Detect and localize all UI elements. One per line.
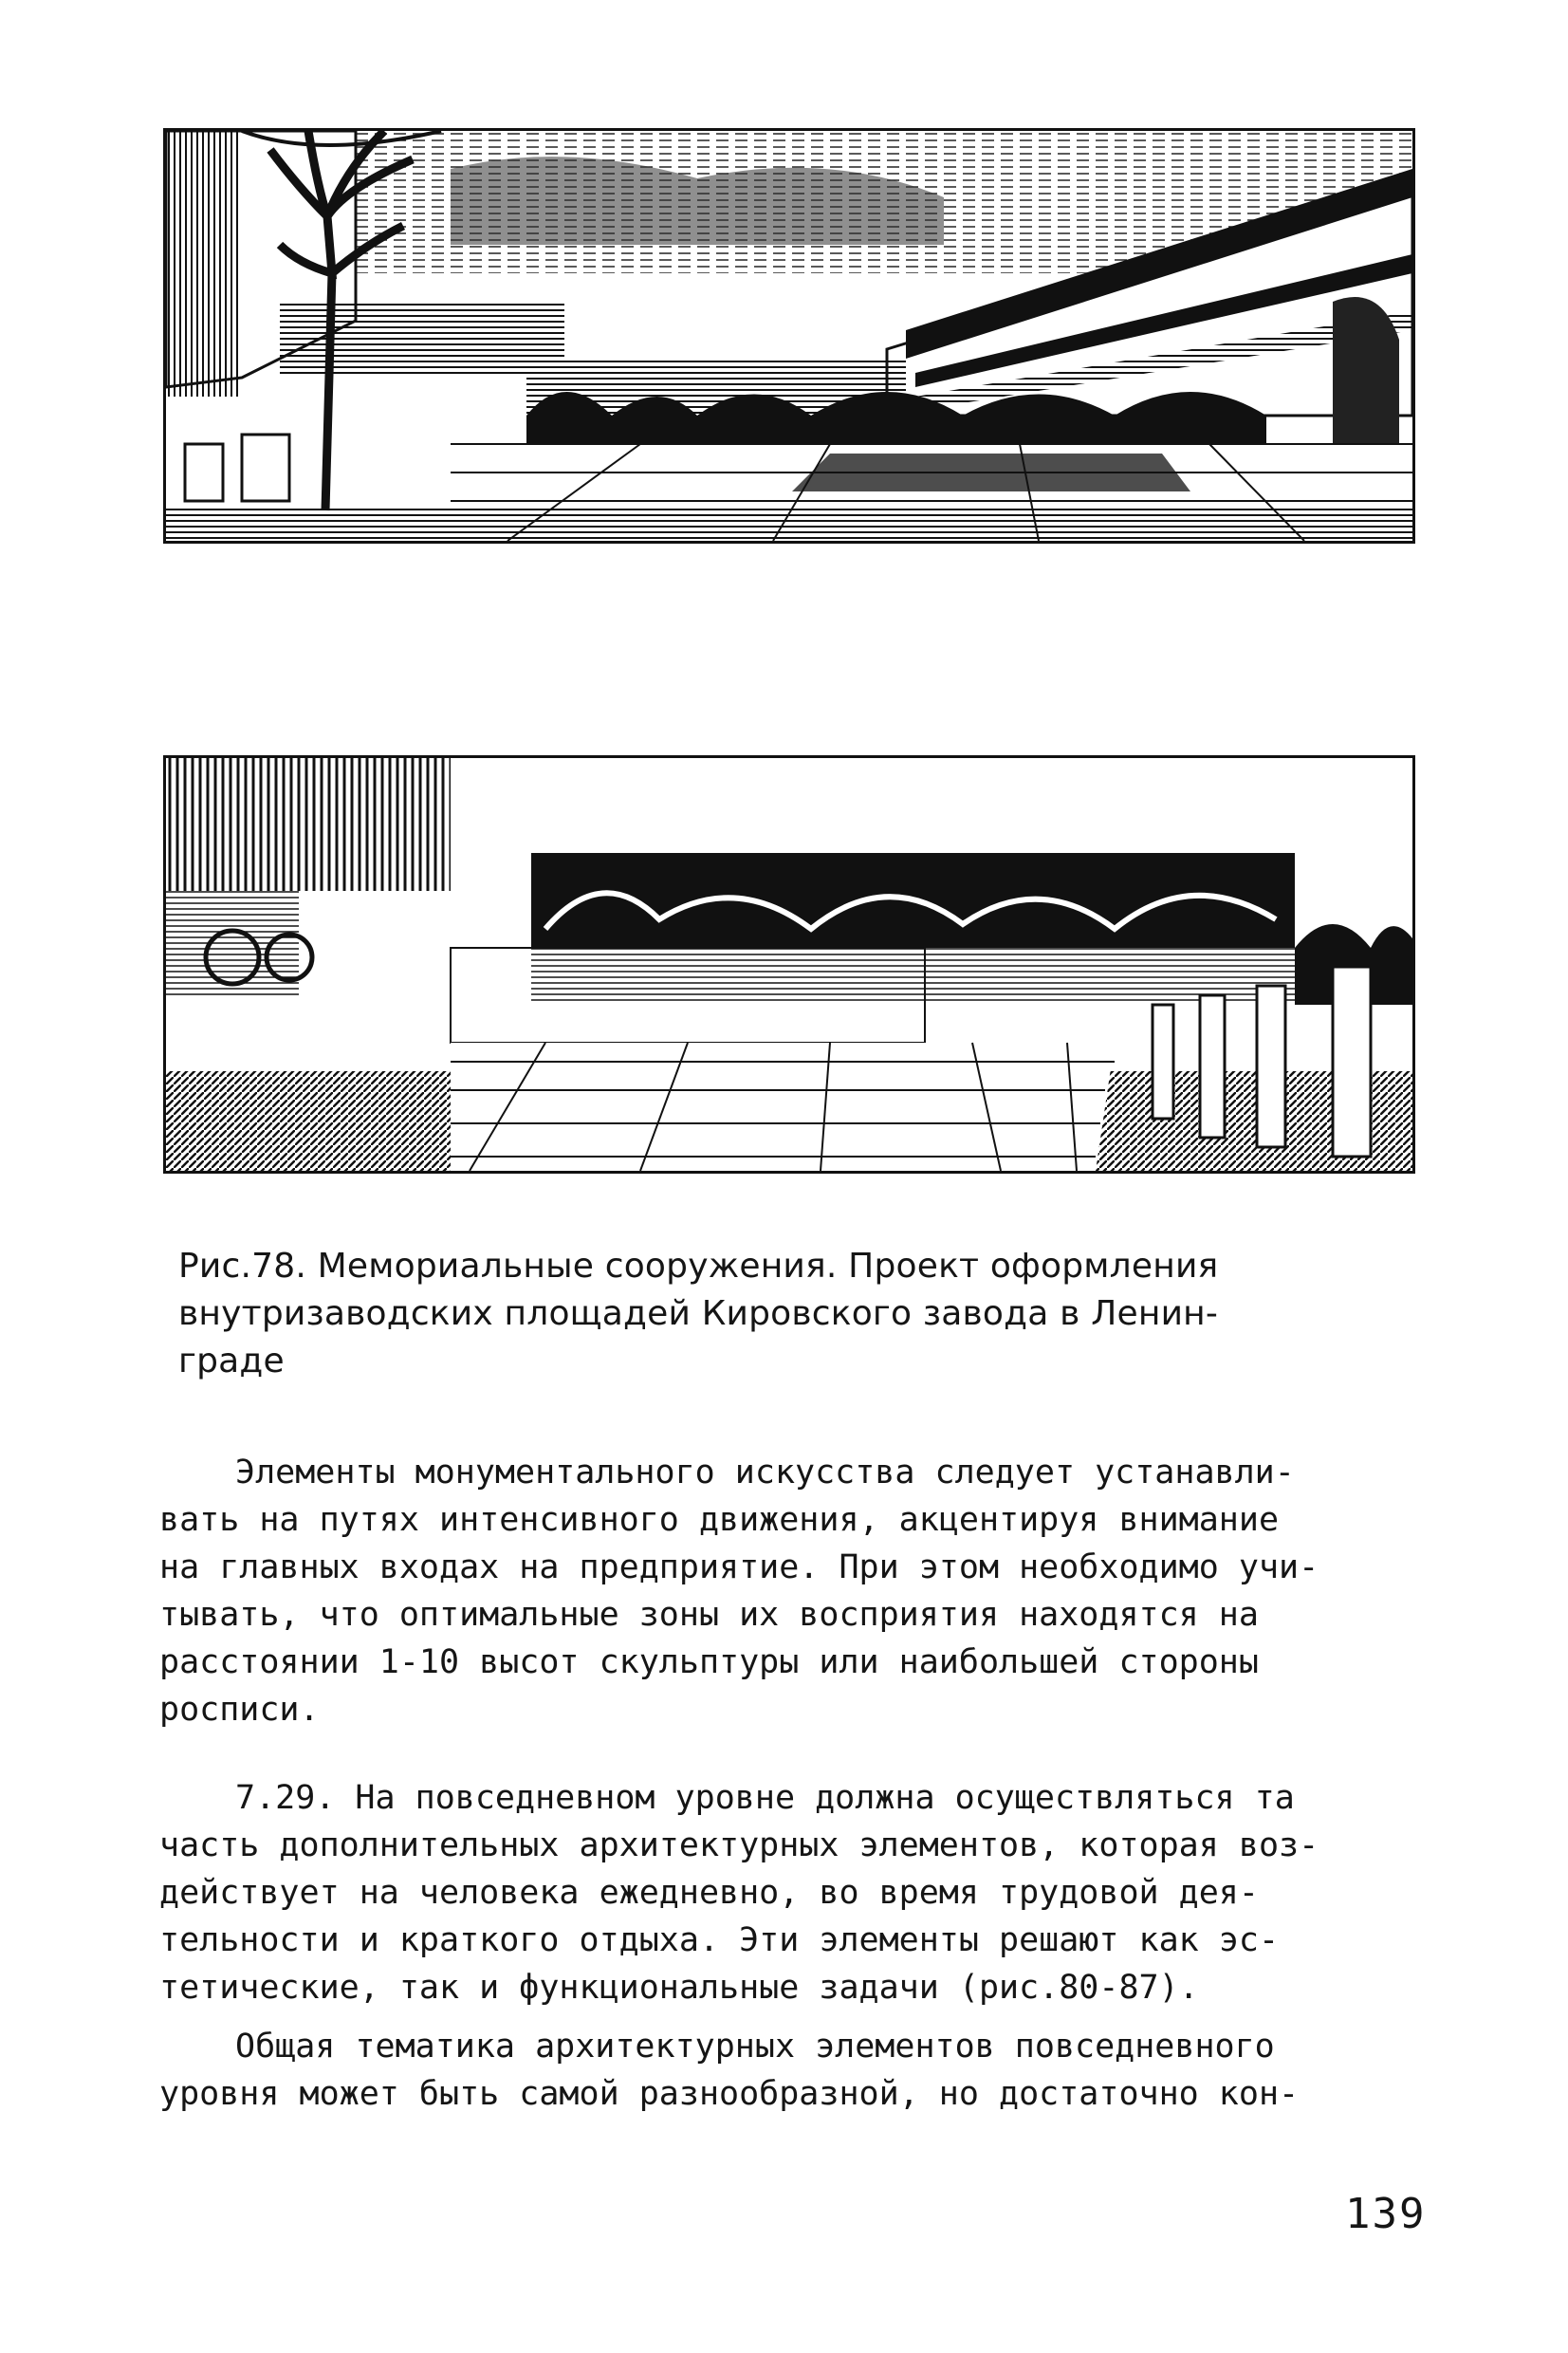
body-paragraph-1	[159, 1449, 1421, 1733]
paragraph-line: уровня может быть самой разнообразной, но достаточно кон-	[159, 2075, 1300, 2113]
paragraph-line: действует на человека ежедневно, во время трудовой дея-	[159, 1874, 1259, 1912]
paragraph-line: вать на путях интенсивного движения, акцентируя внимание	[159, 1501, 1280, 1539]
paragraph-line: часть дополнительных архитектурных элементов, которая воз-	[159, 1826, 1319, 1864]
body-paragraph-3	[159, 2023, 1421, 2118]
caption-line: Рис.78. Мемориальные сооружения. Проект оформления	[178, 1247, 1219, 1286]
paragraph-line: расстоянии 1-10 высот скульптуры или наибольшей стороны	[159, 1643, 1259, 1681]
figure-78-bottom-illustration	[163, 755, 1415, 1174]
figure-78-top-illustration	[163, 128, 1415, 544]
caption-line: граде	[178, 1342, 285, 1380]
caption-line: внутризаводских площадей Кировского завода в Ленин-	[178, 1294, 1219, 1333]
paragraph-line: тывать, что оптимальные зоны их восприятия находятся на	[159, 1596, 1259, 1634]
paragraph-line: росписи.	[159, 1691, 320, 1729]
paragraph-line: тельности и краткого отдыха. Эти элементы решают как эс-	[159, 1921, 1280, 1959]
mosaic-square-drawing	[166, 758, 1412, 1171]
paragraph-line: на главных входах на предприятие. При этом необходимо учи-	[159, 1548, 1319, 1586]
paragraph-line: 7.29. На повседневном уровне должна осуществляться та	[235, 1779, 1295, 1817]
body-paragraph-2	[159, 1774, 1421, 2011]
page-number: 139	[1345, 2190, 1427, 2238]
paragraph-line: Элементы монументального искусства следует устанавли-	[235, 1454, 1295, 1491]
figure-caption	[178, 1243, 1411, 1385]
paragraph-line: тетические, так и функциональные задачи (рис.80-87).	[159, 1969, 1199, 2007]
paragraph-line: Общая тематика архитектурных элементов повседневного	[235, 2028, 1275, 2066]
square-drawing	[166, 131, 1412, 541]
